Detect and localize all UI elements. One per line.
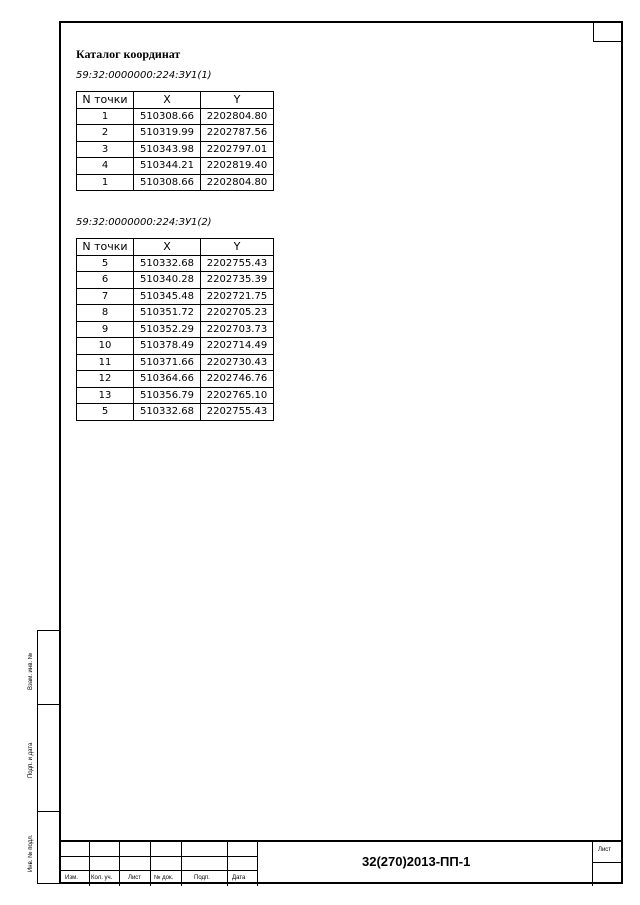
- x-value: 510352.29: [134, 321, 201, 338]
- table-row: [77, 141, 274, 158]
- point-number: 9: [77, 321, 134, 338]
- stamp-col-izm: Изм.: [65, 875, 78, 881]
- header-n: N точки: [77, 92, 134, 109]
- point-number: 5: [77, 404, 134, 421]
- x-value: 510345.48: [134, 288, 201, 305]
- table-row: [77, 338, 274, 355]
- header-x: X: [134, 239, 201, 256]
- point-number: 2: [77, 125, 134, 142]
- table-row: [77, 321, 274, 338]
- y-value: 2202730.43: [201, 354, 274, 371]
- table-row: [77, 404, 274, 421]
- point-number: 4: [77, 158, 134, 175]
- x-value: 510308.66: [134, 108, 201, 125]
- point-number: 1: [77, 174, 134, 191]
- stamp-col-podp: Подп.: [194, 875, 210, 881]
- stamp-col-list: Лист: [128, 875, 142, 881]
- page-title: Каталог координат: [76, 47, 181, 61]
- x-value: 510351.72: [134, 305, 201, 322]
- y-value: 2202819.40: [201, 158, 274, 175]
- block-1-label: 59:32:0000000:224:ЗУ1(1): [76, 70, 212, 81]
- point-number: 6: [77, 272, 134, 289]
- y-value: 2202765.10: [201, 387, 274, 404]
- corner-box: [593, 21, 623, 42]
- table-row: [77, 158, 274, 175]
- y-value: 2202714.49: [201, 338, 274, 355]
- coords-table-2: [76, 238, 274, 421]
- margin-label-inv: Инв. № подл.: [28, 834, 34, 872]
- coords-table-1: [76, 91, 274, 191]
- table-row: [77, 354, 274, 371]
- stamp-col-doc: № док.: [154, 875, 174, 881]
- x-value: 510308.66: [134, 174, 201, 191]
- table-row: [77, 288, 274, 305]
- y-value: 2202797.01: [201, 141, 274, 158]
- table-row: [77, 255, 274, 272]
- margin-label-vzam: Взам. инв. №: [28, 652, 34, 690]
- point-number: 11: [77, 354, 134, 371]
- x-value: 510364.66: [134, 371, 201, 388]
- y-value: 2202735.39: [201, 272, 274, 289]
- header-y: Y: [201, 239, 274, 256]
- y-value: 2202703.73: [201, 321, 274, 338]
- x-value: 510356.79: [134, 387, 201, 404]
- header-n: N точки: [77, 239, 134, 256]
- y-value: 2202746.76: [201, 371, 274, 388]
- header-x: X: [134, 92, 201, 109]
- point-number: 7: [77, 288, 134, 305]
- point-number: 8: [77, 305, 134, 322]
- table-row: [77, 272, 274, 289]
- point-number: 10: [77, 338, 134, 355]
- stamp-sheet-label: Лист: [598, 847, 612, 853]
- table-row: [77, 174, 274, 191]
- x-value: 510371.66: [134, 354, 201, 371]
- stamp-col-data: Дата: [232, 875, 246, 881]
- y-value: 2202787.56: [201, 125, 274, 142]
- point-number: 12: [77, 371, 134, 388]
- table-row: [77, 125, 274, 142]
- table-row: [77, 305, 274, 322]
- table-row: [77, 371, 274, 388]
- y-value: 2202804.80: [201, 174, 274, 191]
- x-value: 510332.68: [134, 255, 201, 272]
- x-value: 510344.21: [134, 158, 201, 175]
- title-block: [59, 840, 623, 886]
- point-number: 1: [77, 108, 134, 125]
- x-value: 510332.68: [134, 404, 201, 421]
- margin-strip: [37, 630, 59, 884]
- x-value: 510378.49: [134, 338, 201, 355]
- x-value: 510343.98: [134, 141, 201, 158]
- header-y: Y: [201, 92, 274, 109]
- table-row: [77, 108, 274, 125]
- point-number: 5: [77, 255, 134, 272]
- block-2-label: 59:32:0000000:224:ЗУ1(2): [76, 217, 212, 228]
- x-value: 510319.99: [134, 125, 201, 142]
- y-value: 2202755.43: [201, 404, 274, 421]
- stamp-col-kol: Кол. уч.: [91, 875, 113, 881]
- point-number: 3: [77, 141, 134, 158]
- point-number: 13: [77, 387, 134, 404]
- y-value: 2202755.43: [201, 255, 274, 272]
- y-value: 2202705.23: [201, 305, 274, 322]
- table-row: [77, 387, 274, 404]
- margin-label-podp: Подп. и дата: [28, 742, 34, 778]
- y-value: 2202804.80: [201, 108, 274, 125]
- document-number: 32(270)2013-ПП-1: [362, 854, 471, 869]
- y-value: 2202721.75: [201, 288, 274, 305]
- x-value: 510340.28: [134, 272, 201, 289]
